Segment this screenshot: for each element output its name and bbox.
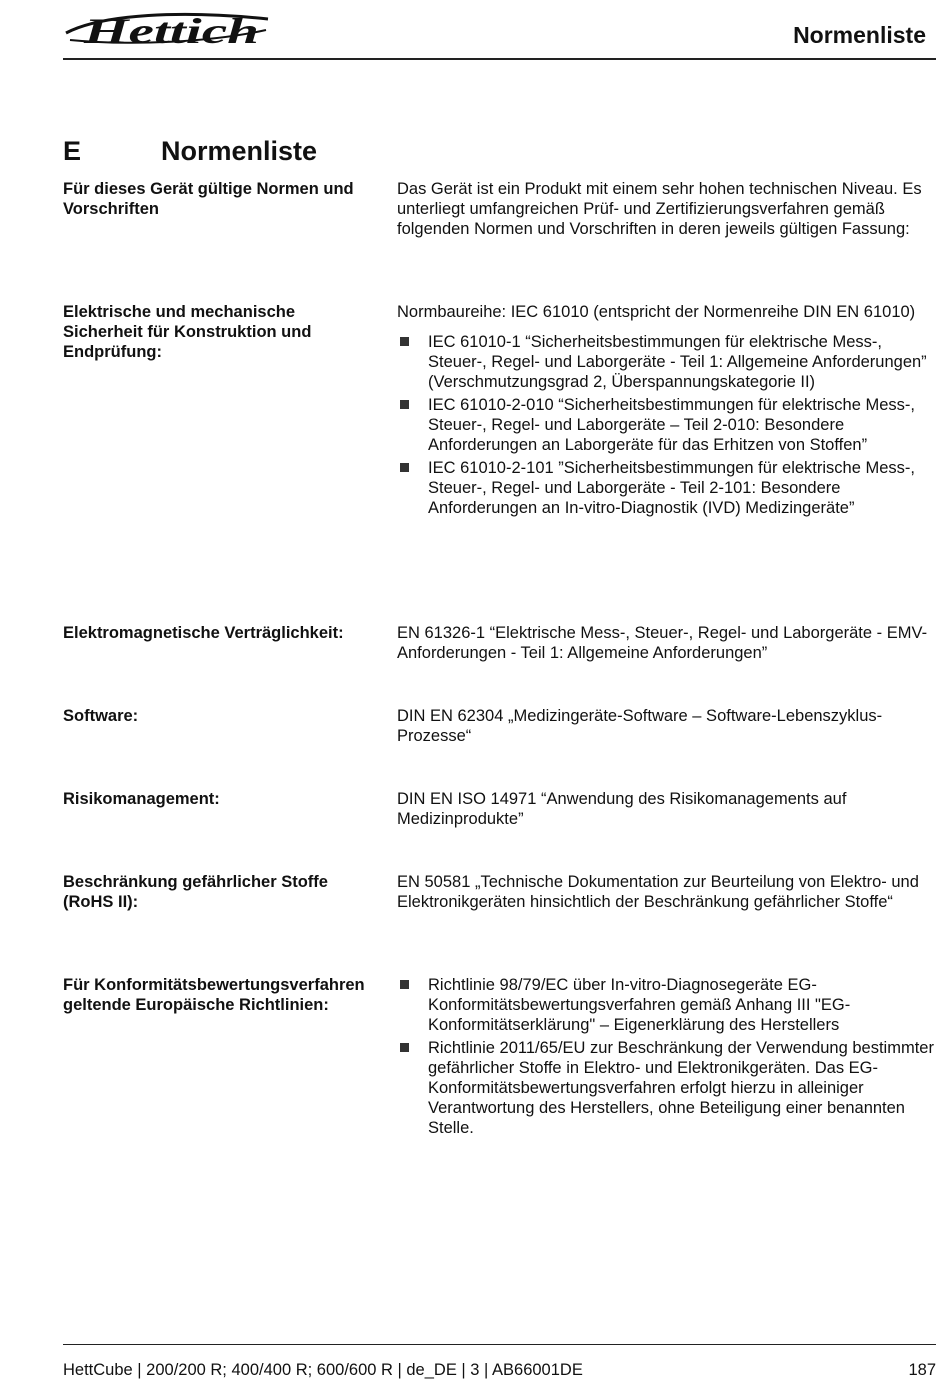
section-body [397,789,937,829]
section-text: Normbaureihe: IEC 61010 (entspricht der Normenreihe DIN EN 61010) [397,303,916,321]
footer-document-info: HettCube | 200/200 R; 400/400 R; 600/600 R | de_DE | 3 | AB66001DE [63,1361,583,1379]
section-body [397,872,937,912]
list-item: Richtlinie 2011/65/EU zur Beschränkung der Verwendung bestimmter gefährlicher Stoffe in Elektro- und Elektronikgeräten. Das EG-Konformitätsbewertungsverfahren erfolgt hierzu in alleiniger Verantwortung des Herstellers, ohne Beteiligung einer benannten Stelle. [397,1038,937,1138]
section-body [397,975,937,1138]
standards-list [397,332,937,518]
section-text: DIN EN 62304 „Medizingeräte-Software – Software-Lebenszyklus-Prozesse“ [397,707,883,745]
section-text: DIN EN ISO 14971 “Anwendung des Risikomanagements auf Medizinprodukte” [397,790,847,828]
list-item: IEC 61010-1 “Sicherheitsbestimmungen für elektrische Mess-, Steuer-, Regel- und Laborgeräte - Teil 1: Allgemeine Anforderungen” (Verschmutzungsgrad 2, Überspannungskategorie II) [397,332,937,392]
section-body [397,623,937,663]
section-text: Das Gerät ist ein Produkt mit einem sehr hohen technischen Niveau. Es unterliegt umfangreichen Prüf- und Zertifizierungsverfahren gemäß folgenden Normen und Vorschriften in deren jeweils gültigen Fassung: [397,180,922,238]
chapter-title: Normenliste [161,136,318,166]
section-body [397,179,937,239]
section-body [397,706,937,746]
chapter-letter: E [63,136,82,166]
section-label: Beschränkung gefährlicher Stoffe (RoHS II): [63,873,328,911]
footer-divider [63,1344,936,1345]
chapter-heading [63,136,317,167]
section-label: Für Konformitätsbewertungsverfahren geltende Europäische Richtlinien: [63,976,365,1014]
list-item: Richtlinie 98/79/EC über In-vitro-Diagnosegeräte EG-Konformitätsbewertungsverfahren gemäß Anhang III "EG-Konformitätserklärung" – Eigenerklärung des Herstellers [397,975,937,1035]
list-item: IEC 61010-2-010 “Sicherheitsbestimmungen für elektrische Mess-, Steuer-, Regel- und Laborgeräte – Teil 2-010: Besondere Anforderungen an Laborgeräte für das Erhitzen von Stoffen” [397,395,937,455]
page-number: 187 [908,1361,936,1379]
section-label: Für dieses Gerät gültige Normen und Vorschriften [63,180,354,218]
directives-list [397,975,937,1138]
section-text: EN 61326-1 “Elektrische Mess-, Steuer-, Regel- und Laborgeräte - EMV-Anforderungen - Teil 1: Allgemeine Anforderungen” [397,624,928,662]
hettich-logo [62,6,272,50]
list-item: IEC 61010-2-101 ”Sicherheitsbestimmungen für elektrische Mess-, Steuer-, Regel- und Laborgeräte - Teil 2-101: Besondere Anforderungen an In-vitro-Diagnostik (IVD) Medizingeräte” [397,458,937,518]
svg-text:Hettich: Hettich [82,11,259,50]
header-divider [63,58,936,60]
section-label: Risikomanagement: [63,790,220,808]
section-body [397,302,937,518]
section-label: Elektromagnetische Verträglichkeit: [63,624,344,642]
section-text: EN 50581 „Technische Dokumentation zur Beurteilung von Elektro- und Elektronikgeräten hinsichtlich der Beschränkung gefährlicher Stoffe“ [397,873,919,911]
section-label: Software: [63,707,139,725]
header-title: Normenliste [793,22,926,48]
section-label: Elektrische und mechanische Sicherheit für Konstruktion und Endprüfung: [63,303,312,361]
